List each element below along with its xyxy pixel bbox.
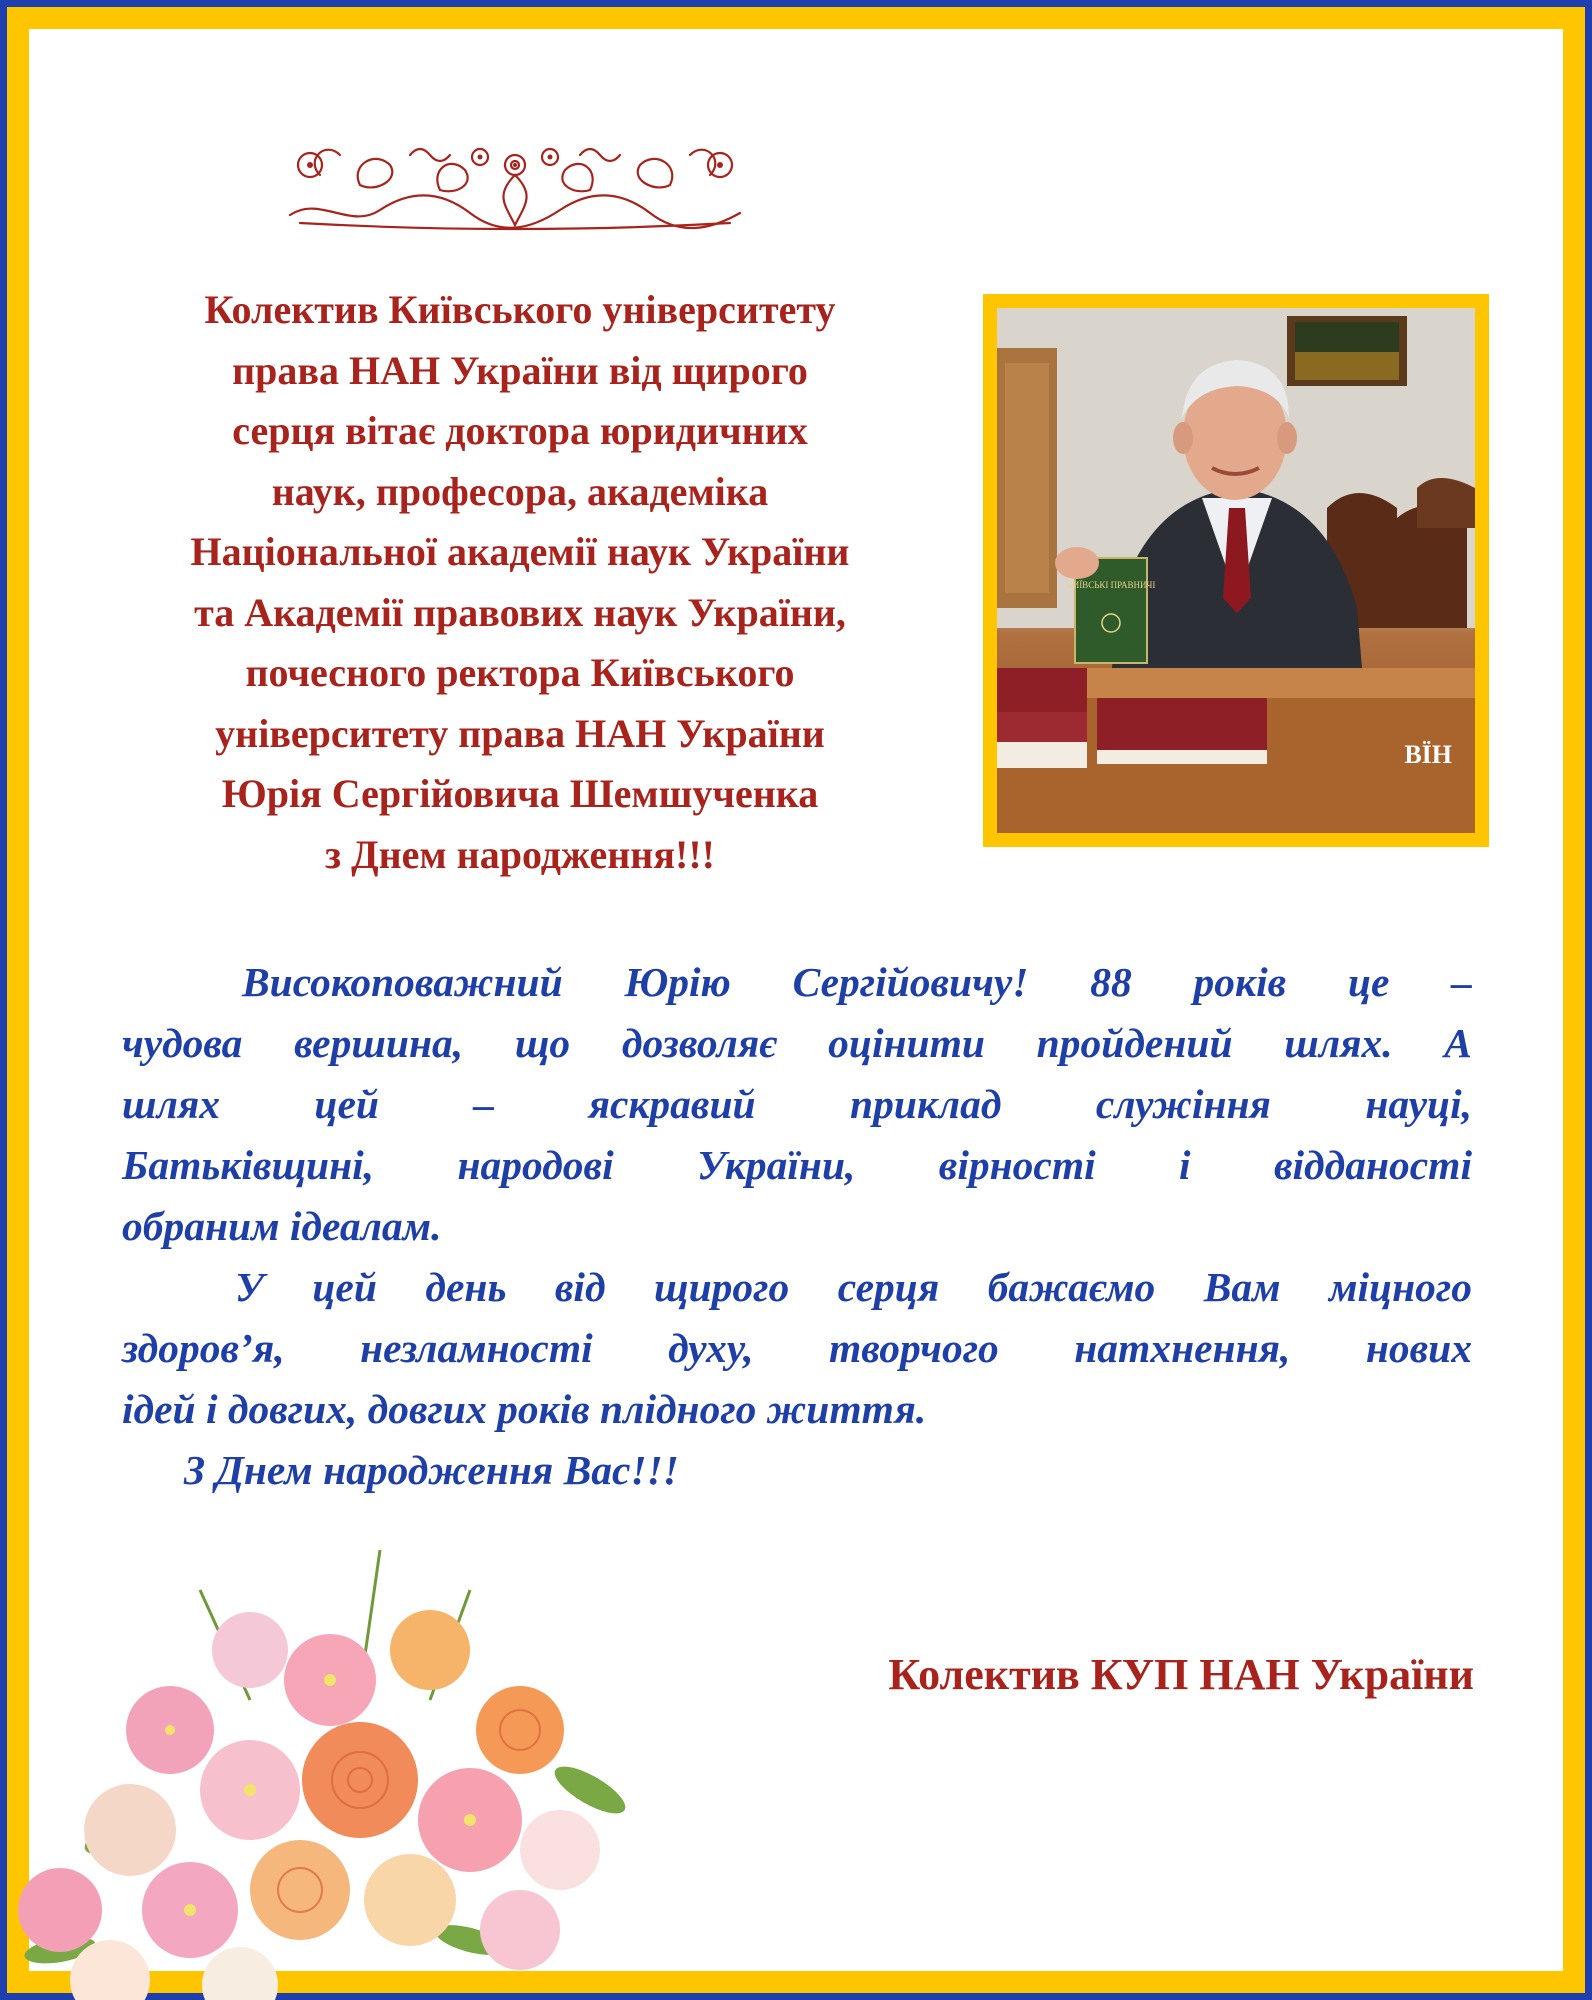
- greeting-line: університету права НАН України: [215, 710, 825, 756]
- portrait-photo: [997, 308, 1475, 833]
- portrait-illustration: [997, 308, 1475, 833]
- paragraph-1: [122, 952, 1472, 1257]
- signature: Колектив КУП НАН України: [888, 1650, 1474, 1699]
- closing-line: З Днем народження Вас!!!: [184, 1447, 679, 1493]
- greeting-line: серця вітає доктора юридичних: [232, 408, 808, 453]
- greeting-line: почесного ректора Київського: [245, 650, 795, 695]
- bouquet-icon: [0, 1530, 700, 2000]
- body-line: здоров’я, незламності духу, творчого натхнення, нових: [122, 1325, 1472, 1371]
- ornament-icon: [280, 135, 750, 235]
- photo-logo: ВЇН: [1404, 740, 1452, 769]
- greeting-line: та Академії правових наук України,: [194, 589, 846, 635]
- paragraph-2: [122, 1257, 1472, 1440]
- body-line: шлях цей – яскравий приклад служіння науці,: [122, 1081, 1472, 1127]
- body-line: У цей день від щирого серця бажаємо Вам міцного: [235, 1264, 1472, 1310]
- greeting-line: Колектив Київського університету: [204, 287, 836, 332]
- body-line: чудова вершина, що дозволяє оцінити пройдений шлях. А: [122, 1020, 1472, 1066]
- greeting-heading: [95, 280, 945, 885]
- body-line: Високоповажний Юрію Сергійовичу! 88 років це –: [242, 959, 1472, 1005]
- body-line: Батьківщині, народові України, вірності і відданості: [122, 1142, 1472, 1188]
- body-line: обраним ідеалам.: [122, 1203, 442, 1249]
- book-title: КИЇВСЬКІ ПРАВНИЧІ: [1066, 580, 1156, 590]
- paragraph-3: [122, 1440, 1472, 1501]
- greeting-line: права НАН України від щирого: [232, 347, 808, 393]
- greeting-line: Національної академії наук України: [190, 529, 850, 574]
- portrait-frame: [983, 294, 1489, 847]
- greeting-line: наук, професора, академіка: [271, 468, 769, 514]
- body-line: ідей і довгих, довгих років плідного життя.: [122, 1386, 927, 1432]
- greeting-line: з Днем народження!!!: [325, 831, 715, 877]
- greeting-line: Юрія Сергійовича Шемшученка: [221, 771, 819, 816]
- letter-body: [122, 952, 1472, 1501]
